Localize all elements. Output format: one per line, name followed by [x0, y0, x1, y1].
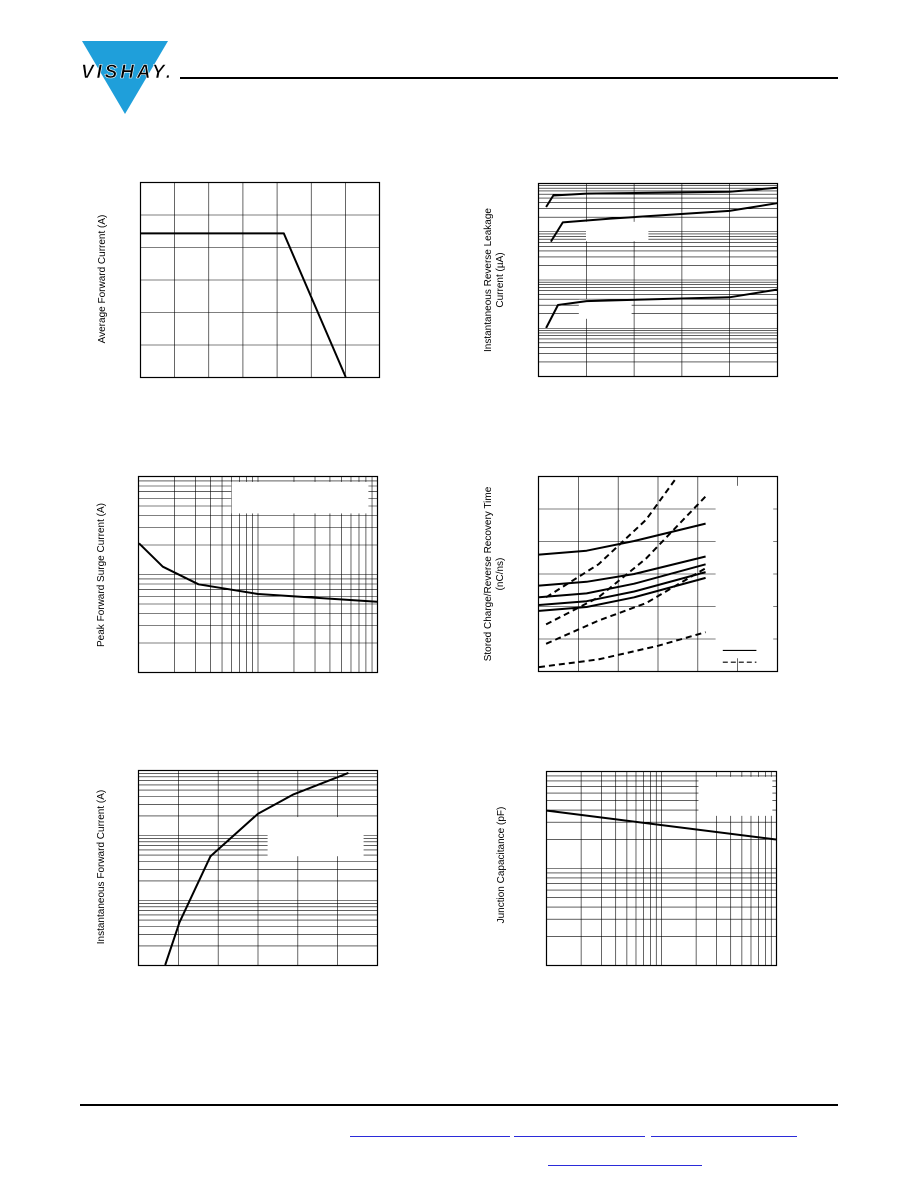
header-rule: [180, 77, 838, 79]
series-line-1: [539, 524, 706, 555]
legend-box: [232, 482, 369, 514]
series-line-1: [165, 773, 348, 965]
recovery-ylabel: Stored Charge/Reverse Recovery Time (nC/ns): [483, 486, 506, 662]
footer-link-2[interactable]: [514, 1122, 645, 1137]
footer-link-4[interactable]: [548, 1151, 702, 1166]
forward-current-chart: [138, 770, 378, 966]
legend-box: [698, 777, 772, 816]
logo-text: VISHAY.: [81, 62, 171, 83]
series-line-1: [141, 233, 346, 377]
reverse-leakage-ylabel: Instantaneous Reverse Leakage Current (µA): [483, 208, 506, 352]
legend-box: [716, 486, 774, 658]
reverse-leakage-chart: [538, 183, 778, 377]
recovery-time-chart: [538, 476, 778, 672]
series-line-3: [539, 564, 706, 597]
footer-link-3[interactable]: [651, 1122, 797, 1137]
legend-box: [579, 299, 632, 318]
series-line-7: [546, 496, 706, 624]
series-line-9: [539, 632, 706, 667]
surge-current-ylabel: Peak Forward Surge Current (A): [96, 503, 107, 647]
capacitance-ylabel: Junction Capacitance (pF): [496, 806, 507, 924]
footer-rule: [80, 1104, 838, 1106]
footer-link-1[interactable]: [350, 1122, 510, 1137]
avg-forward-current-chart: [140, 182, 380, 378]
avg-forward-current-ylabel: Average Forward Current (A): [97, 214, 108, 344]
legend-box: [586, 222, 648, 241]
legend-box: [268, 817, 364, 856]
capacitance-chart: [546, 771, 777, 966]
series-line-6: [546, 477, 677, 597]
vishay-logo: [80, 40, 172, 116]
forward-current-ylabel: Instantaneous Forward Current (A): [96, 789, 107, 945]
surge-current-chart: [138, 476, 378, 673]
